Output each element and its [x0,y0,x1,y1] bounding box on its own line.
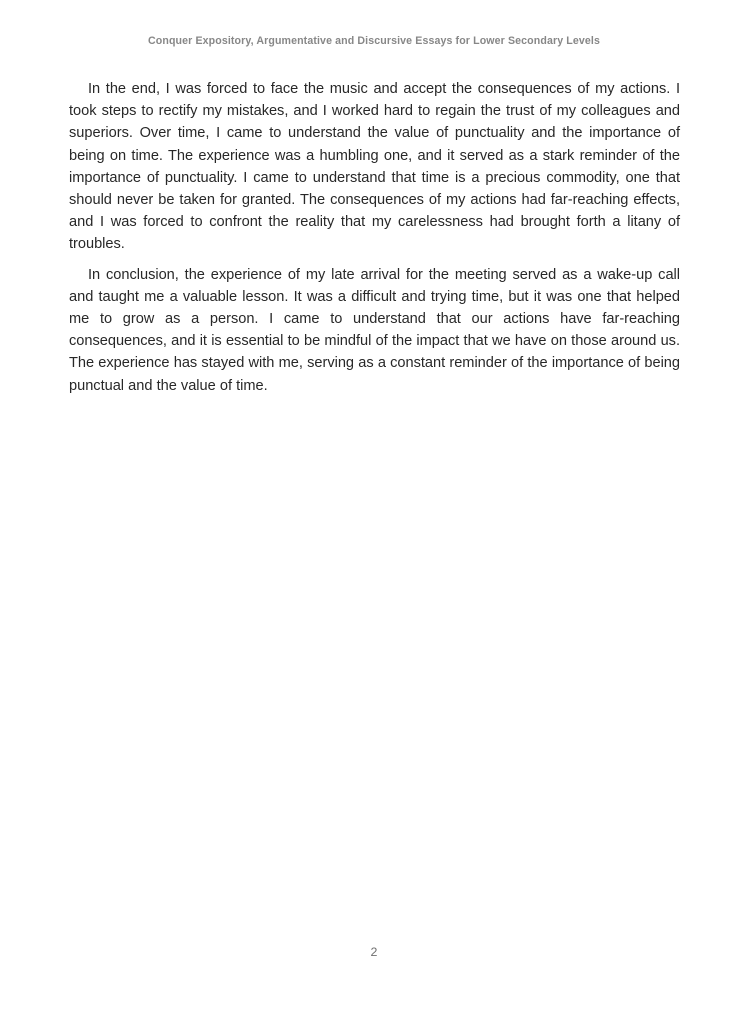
body-text-column [69,78,680,397]
page-number: 2 [370,945,378,959]
body-paragraph: In conclusion, the experience of my late arrival for the meeting served as a wake-up call and taught me a valuable lesson. It was a difficult and trying time, but it was one that helped me to grow as a person. I came to understand that our actions have far-reaching consequences, and it is essential to be mindful of the impact that we have on those around us. The experience has stayed with me, serving as a constant reminder of the importance of being punctual and the value of time. [69,266,680,394]
body-paragraph: In the end, I was forced to face the music and accept the consequences of my actions. I took steps to rectify my mistakes, and I worked hard to regain the trust of my colleagues and superiors. Over time, I came to understand the value of punctuality and the importance of being on time. The experience was a humbling one, and it served as a stark reminder of the importance of punctuality. I came to understand that time is a precious commodity, one that should never be taken for granted. The consequences of my actions had far-reaching effects, and I was forced to confront the reality that my carelessness had brought forth a litany of troubles. [69,81,680,253]
running-header-title: Conquer Expository, Argumentative and Discursive Essays for Lower Secondary Levels [148,35,600,47]
